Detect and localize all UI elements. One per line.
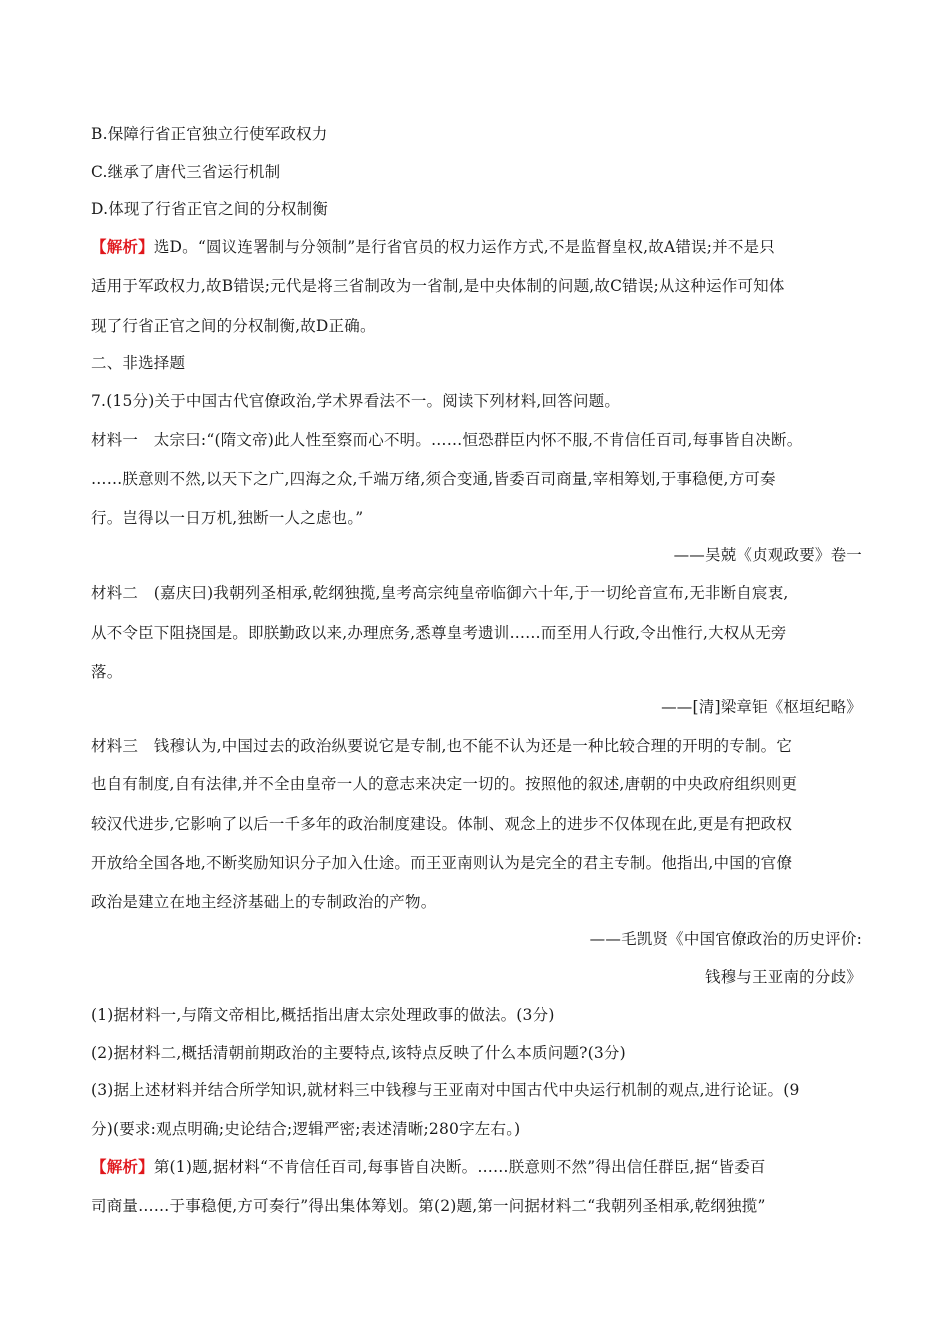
material3-line-5: 政治是建立在地主经济基础上的专制政治的产物。: [91, 893, 437, 911]
material1-line-1: 材料一 太宗曰:“(隋文帝)此人性至察而心不明。……恒恐群臣内怀不服,不肯信任百司,每事皆自决断。: [91, 431, 803, 449]
material1-line-3: 行。岂得以一日万机,独断一人之虑也。”: [91, 509, 364, 527]
analysis-text: 选D。“圆议连署制与分领制”是行省官员的权力运作方式,不是监督皇权,故A错误;并不是只: [153, 238, 775, 256]
material2-source: ——[清]梁章钜《枢垣纪略》: [661, 698, 862, 716]
material2-line-1: 材料二 (嘉庆曰)我朝列圣相承,乾纲独揽,皇考高宗纯皇帝临御六十年,于一切纶音宣布,无非断自宸衷,: [91, 584, 789, 602]
q6-analysis-line-3: 现了行省正官之间的分权制衡,故D正确。: [91, 317, 376, 335]
q7-analysis-line-1: [91, 1157, 862, 1177]
sub-question-1: (1)据材料一,与隋文帝相比,概括指出唐太宗处理政事的做法。(3分): [91, 1006, 555, 1024]
material1-source: ——吴兢《贞观政要》卷一: [673, 546, 862, 564]
material3-line-2: 也自有制度,自有法律,并不全由皇帝一人的意志来决定一切的。按照他的叙述,唐朝的中央政府组织则更: [91, 775, 798, 793]
analysis-tag: 【解析】: [91, 1157, 154, 1176]
analysis-text: 第(1)题,据材料“不肯信任百司,每事皆自决断。……朕意则不然”得出信任群臣,据“皆委百: [153, 1158, 766, 1176]
material3-line-4: 开放给全国各地,不断奖励知识分子加入仕途。而王亚南则认为是完全的君主专制。他指出,中国的官僚: [91, 854, 793, 872]
material2-line-3: 落。: [91, 663, 123, 681]
sub-question-2: (2)据材料二,概括清朝前期政治的主要特点,该特点反映了什么本质问题?(3分): [91, 1044, 626, 1062]
q6-analysis-line-2: 适用于军政权力,故B错误;元代是将三省制改为一省制,是中央体制的问题,故C错误;从这种运作可知体: [91, 277, 785, 295]
q6-analysis-line-1: [91, 237, 862, 257]
material3-line-1: 材料三 钱穆认为,中国过去的政治纵要说它是专制,也不能不认为还是一种比较合理的开明的专制。它: [91, 737, 793, 755]
analysis-tag: 【解析】: [91, 237, 154, 256]
material3-source-line-1: ——毛凯贤《中国官僚政治的历史评价:: [589, 930, 862, 948]
q7-stem: 7.(15分)关于中国古代官僚政治,学术界看法不一。阅读下列材料,回答问题。: [91, 392, 621, 410]
section-title: 二、非选择题: [91, 354, 186, 372]
q6-option-d: D.体现了行省正官之间的分权制衡: [91, 200, 329, 218]
sub-question-3-line-2: 分)(要求:观点明确;史论结合;逻辑严密;表述清晰;280字左右。): [91, 1120, 521, 1138]
sub-question-3-line-1: (3)据上述材料并结合所学知识,就材料三中钱穆与王亚南对中国古代中央运行机制的观点,进行论证。(9: [91, 1081, 800, 1099]
q6-option-c: C.继承了唐代三省运行机制: [91, 163, 281, 181]
q6-option-b: B.保障行省正官独立行使军政权力: [91, 125, 328, 143]
material3-source-line-2: 钱穆与王亚南的分歧》: [704, 968, 862, 986]
q7-analysis-line-2: 司商量……于事稳便,方可奏行”得出集体筹划。第(2)题,第一问据材料二“我朝列圣相承,乾纲独揽”: [91, 1197, 766, 1215]
material1-line-2: ……朕意则不然,以天下之广,四海之众,千端万绪,须合变通,皆委百司商量,宰相筹划,于事稳便,方可奏: [91, 470, 776, 488]
material2-line-2: 从不令臣下阻挠国是。即朕勤政以来,办理庶务,悉尊皇考遗训……而至用人行政,令出惟行,大权从无旁: [91, 624, 787, 642]
material3-line-3: 较汉代进步,它影响了以后一千多年的政治制度建设。体制、观念上的进步不仅体现在此,更是有把政权: [91, 815, 793, 833]
